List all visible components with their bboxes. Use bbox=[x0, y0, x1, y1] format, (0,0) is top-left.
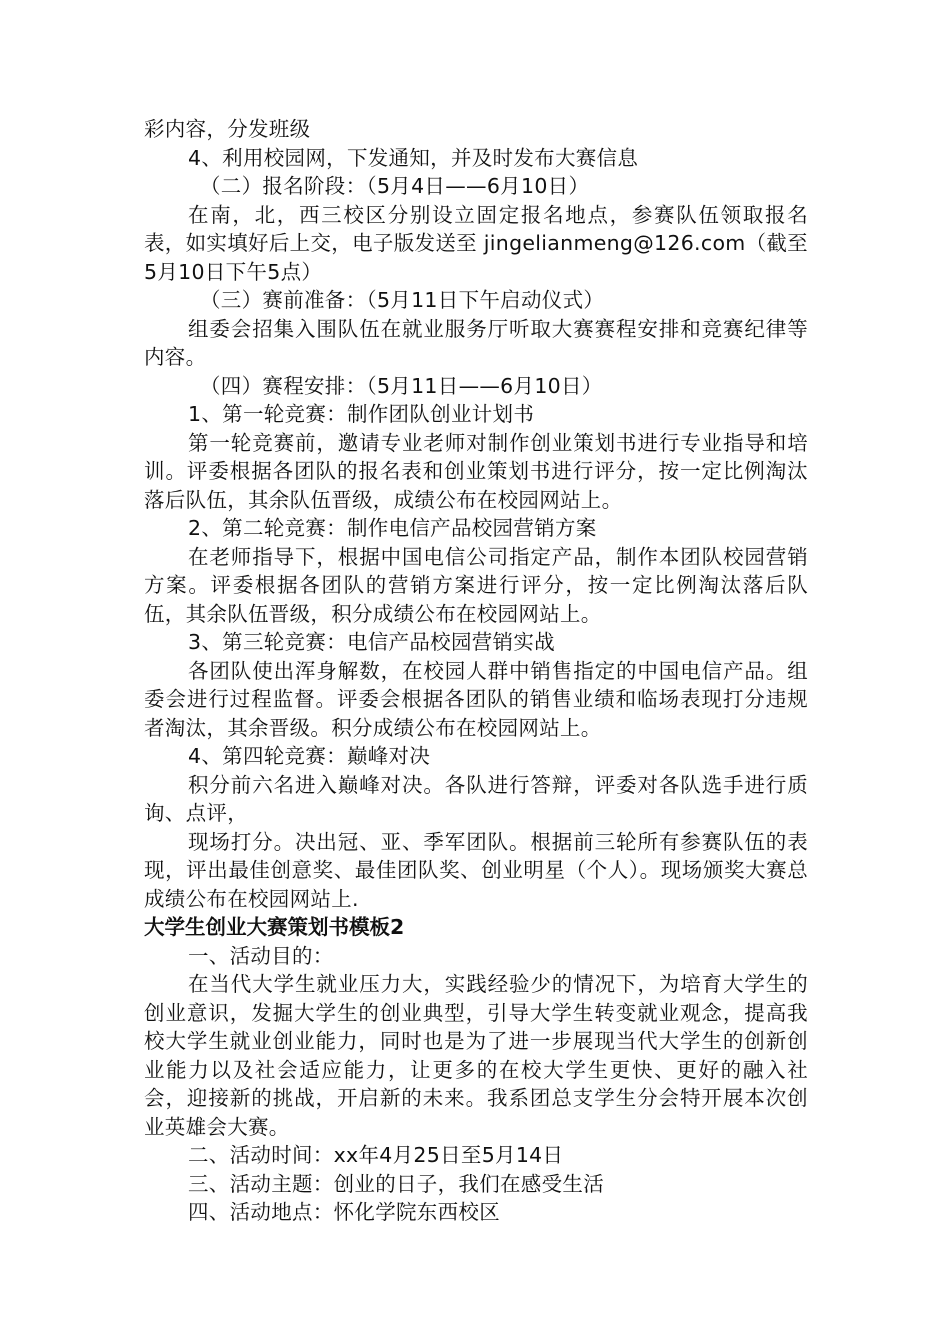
document-title: 大学生创业大赛策划书模板2 bbox=[144, 915, 405, 939]
list-item: 4、利用校园网，下发通知，并及时发布大赛信息 bbox=[188, 145, 639, 170]
paragraph: 在当代大学生就业压力大，实践经验少的情况下，为培育大学生的创业意识，发掘大学生的创业典型，引导大学生转变就业观念，提高我校大学生就业创业能力，同时也是为了进一步展现当代大学生的创新创业能力以及社会适应能力，让更多的在校大学生更快、更好的融入社会，迎接新的挑战，开启新的未来。我系团总支学生分会特开展本次创业英雄会大赛。 bbox=[144, 972, 808, 1139]
paragraph: 四、活动地点：怀化学院东西校区 bbox=[188, 1200, 500, 1224]
paragraph: 在南，北，西三校区分别设立固定报名地点，参赛队伍领取报名表，如实填好后上交，电子版发送至 jingelianmeng@126.com（截至5月10日下午5点） bbox=[144, 202, 808, 284]
paragraph: 彩内容，分发班级 bbox=[144, 117, 311, 141]
paragraph: 积分前六名进入巅峰对决。各队进行答辩，评委对各队选手进行质询、点评， bbox=[144, 772, 808, 825]
section-heading: （二）报名阶段：（5月4日——6月10日） bbox=[200, 174, 590, 198]
paragraph: 各团队使出浑身解数，在校园人群中销售指定的中国电信产品。组委会进行过程监督。评委会根据各团队的销售业绩和临场表现打分违规者淘汰，其余晋级。积分成绩公布在校园网站上。 bbox=[144, 658, 808, 740]
section-heading: （四）赛程安排：（5月11日——6月10日） bbox=[200, 373, 603, 398]
paragraph: 三、活动主题：创业的日子，我们在感受生活 bbox=[188, 1171, 604, 1196]
paragraph: 二、活动时间：xx年4月25日至5月14日 bbox=[188, 1143, 564, 1167]
paragraph: 组委会招集入围队伍在就业服务厅听取大赛赛程安排和竞赛纪律等内容。 bbox=[144, 316, 808, 369]
section-heading: 一、活动目的： bbox=[188, 943, 334, 968]
list-item: 2、第二轮竞赛：制作电信产品校园营销方案 bbox=[188, 516, 597, 540]
list-item: 1、第一轮竞赛：制作团队创业计划书 bbox=[188, 402, 535, 426]
section-heading: （三）赛前准备：（5月11日下午启动仪式） bbox=[200, 288, 605, 312]
paragraph: 在老师指导下，根据中国电信公司指定产品，制作本团队校园营销方案。评委根据各团队的营销方案进行评分，按一定比例淘汰落后队伍，其余队伍晋级，积分成绩公布在校园网站上。 bbox=[144, 544, 808, 626]
paragraph: 现场打分。决出冠、亚、季军团队。根据前三轮所有参赛队伍的表现，评出最佳创意奖、最佳团队奖、创业明星（个人）。现场颁奖大赛总成绩公布在校园网站上. bbox=[144, 829, 808, 911]
document-body bbox=[144, 115, 808, 1227]
list-item: 3、第三轮竞赛：电信产品校园营销实战 bbox=[188, 630, 555, 654]
list-item: 4、第四轮竞赛：巅峰对决 bbox=[188, 744, 431, 768]
paragraph: 第一轮竞赛前，邀请专业老师对制作创业策划书进行专业指导和培训。评委根据各团队的报名表和创业策划书进行评分，按一定比例淘汰落后队伍，其余队伍晋级，成绩公布在校园网站上。 bbox=[144, 430, 808, 512]
